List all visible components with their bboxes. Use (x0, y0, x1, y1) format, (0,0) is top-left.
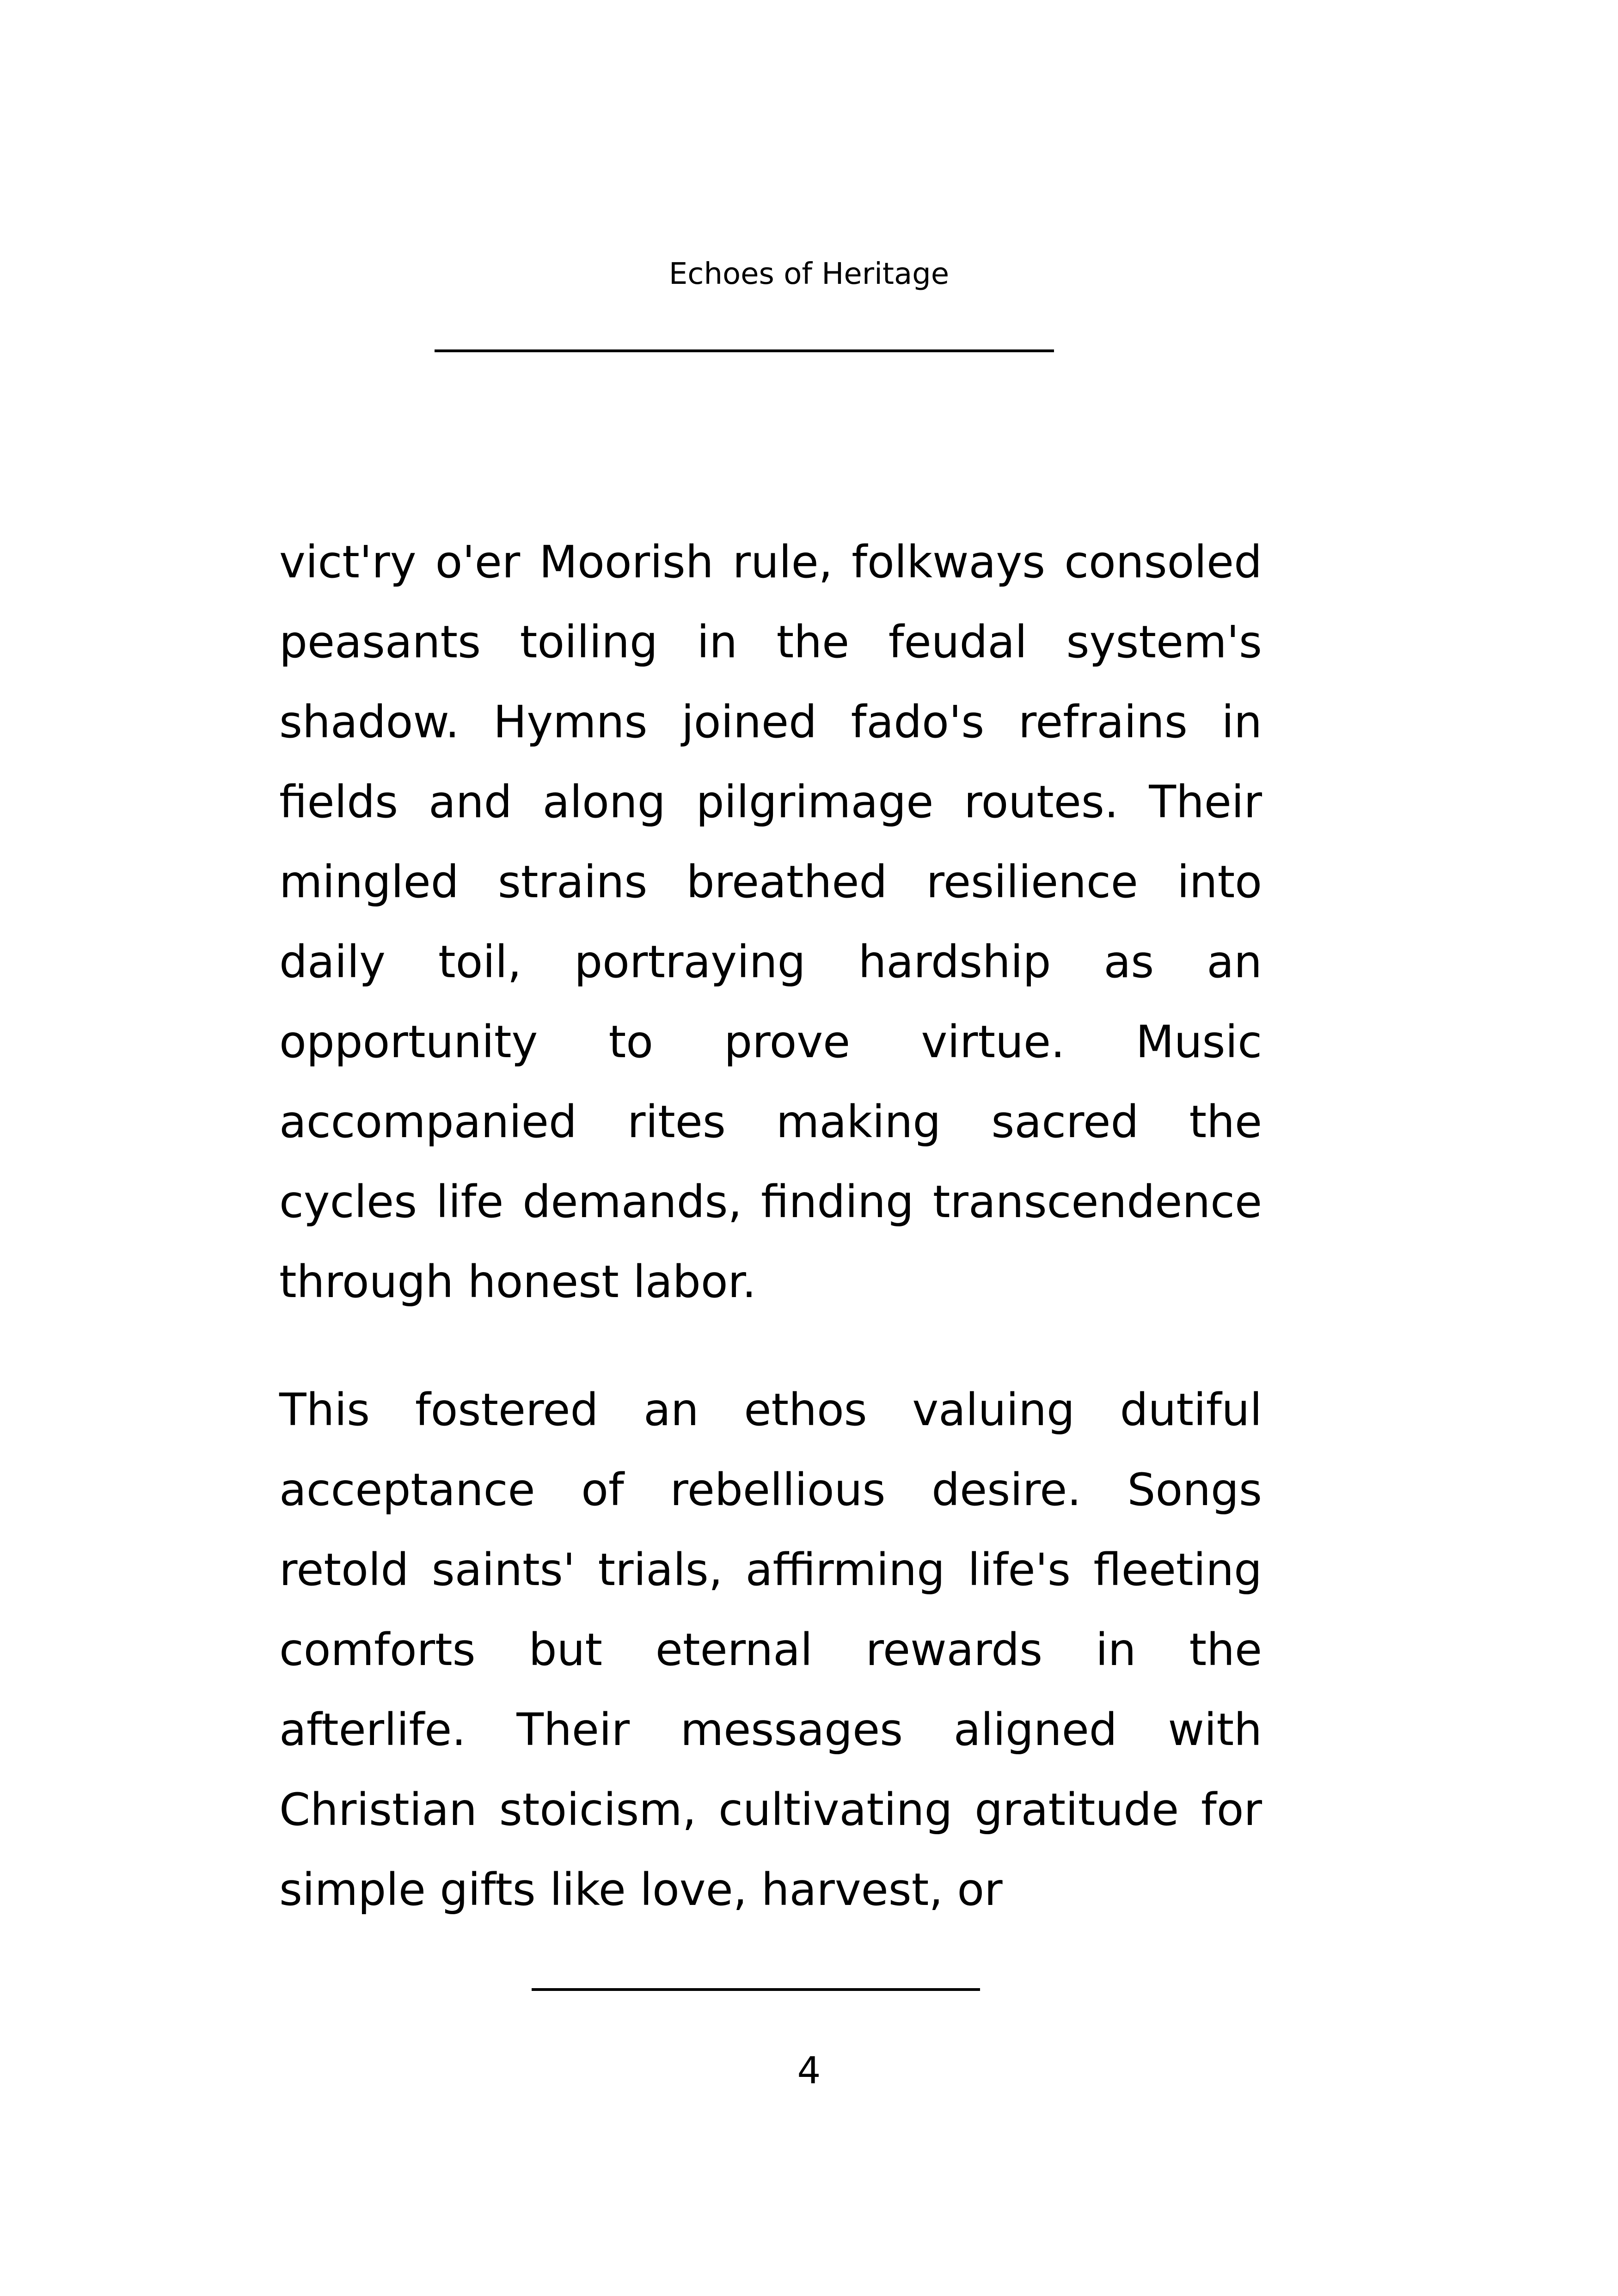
page-number: 4 (797, 2049, 821, 2092)
running-header: Echoes of Heritage (668, 257, 950, 291)
body-paragraph-1: vict'ry o'er Moorish rule, folkways consoled peasants toiling in the feudal system's shadow. Hymns joined fado's refrains in fields and along pilgrimage routes. Their mingled strains breathed resilience into daily toil, portraying hardship as an opportunity to prove virtue. Music accompanied rites making sacred the cycles life demands, finding transcendence through honest labor. (279, 536, 1262, 1308)
footer-rule (532, 1988, 980, 1991)
body-paragraph-2: This fostered an ethos valuing dutiful acceptance of rebellious desire. Songs retold saints' trials, affirming life's fleeting comforts but eternal rewards in the afterlife. Their messages aligned with Christian stoicism, cultivating gratitude for simple gifts like love, harvest, or (279, 1384, 1262, 1916)
header-rule (435, 349, 1054, 352)
